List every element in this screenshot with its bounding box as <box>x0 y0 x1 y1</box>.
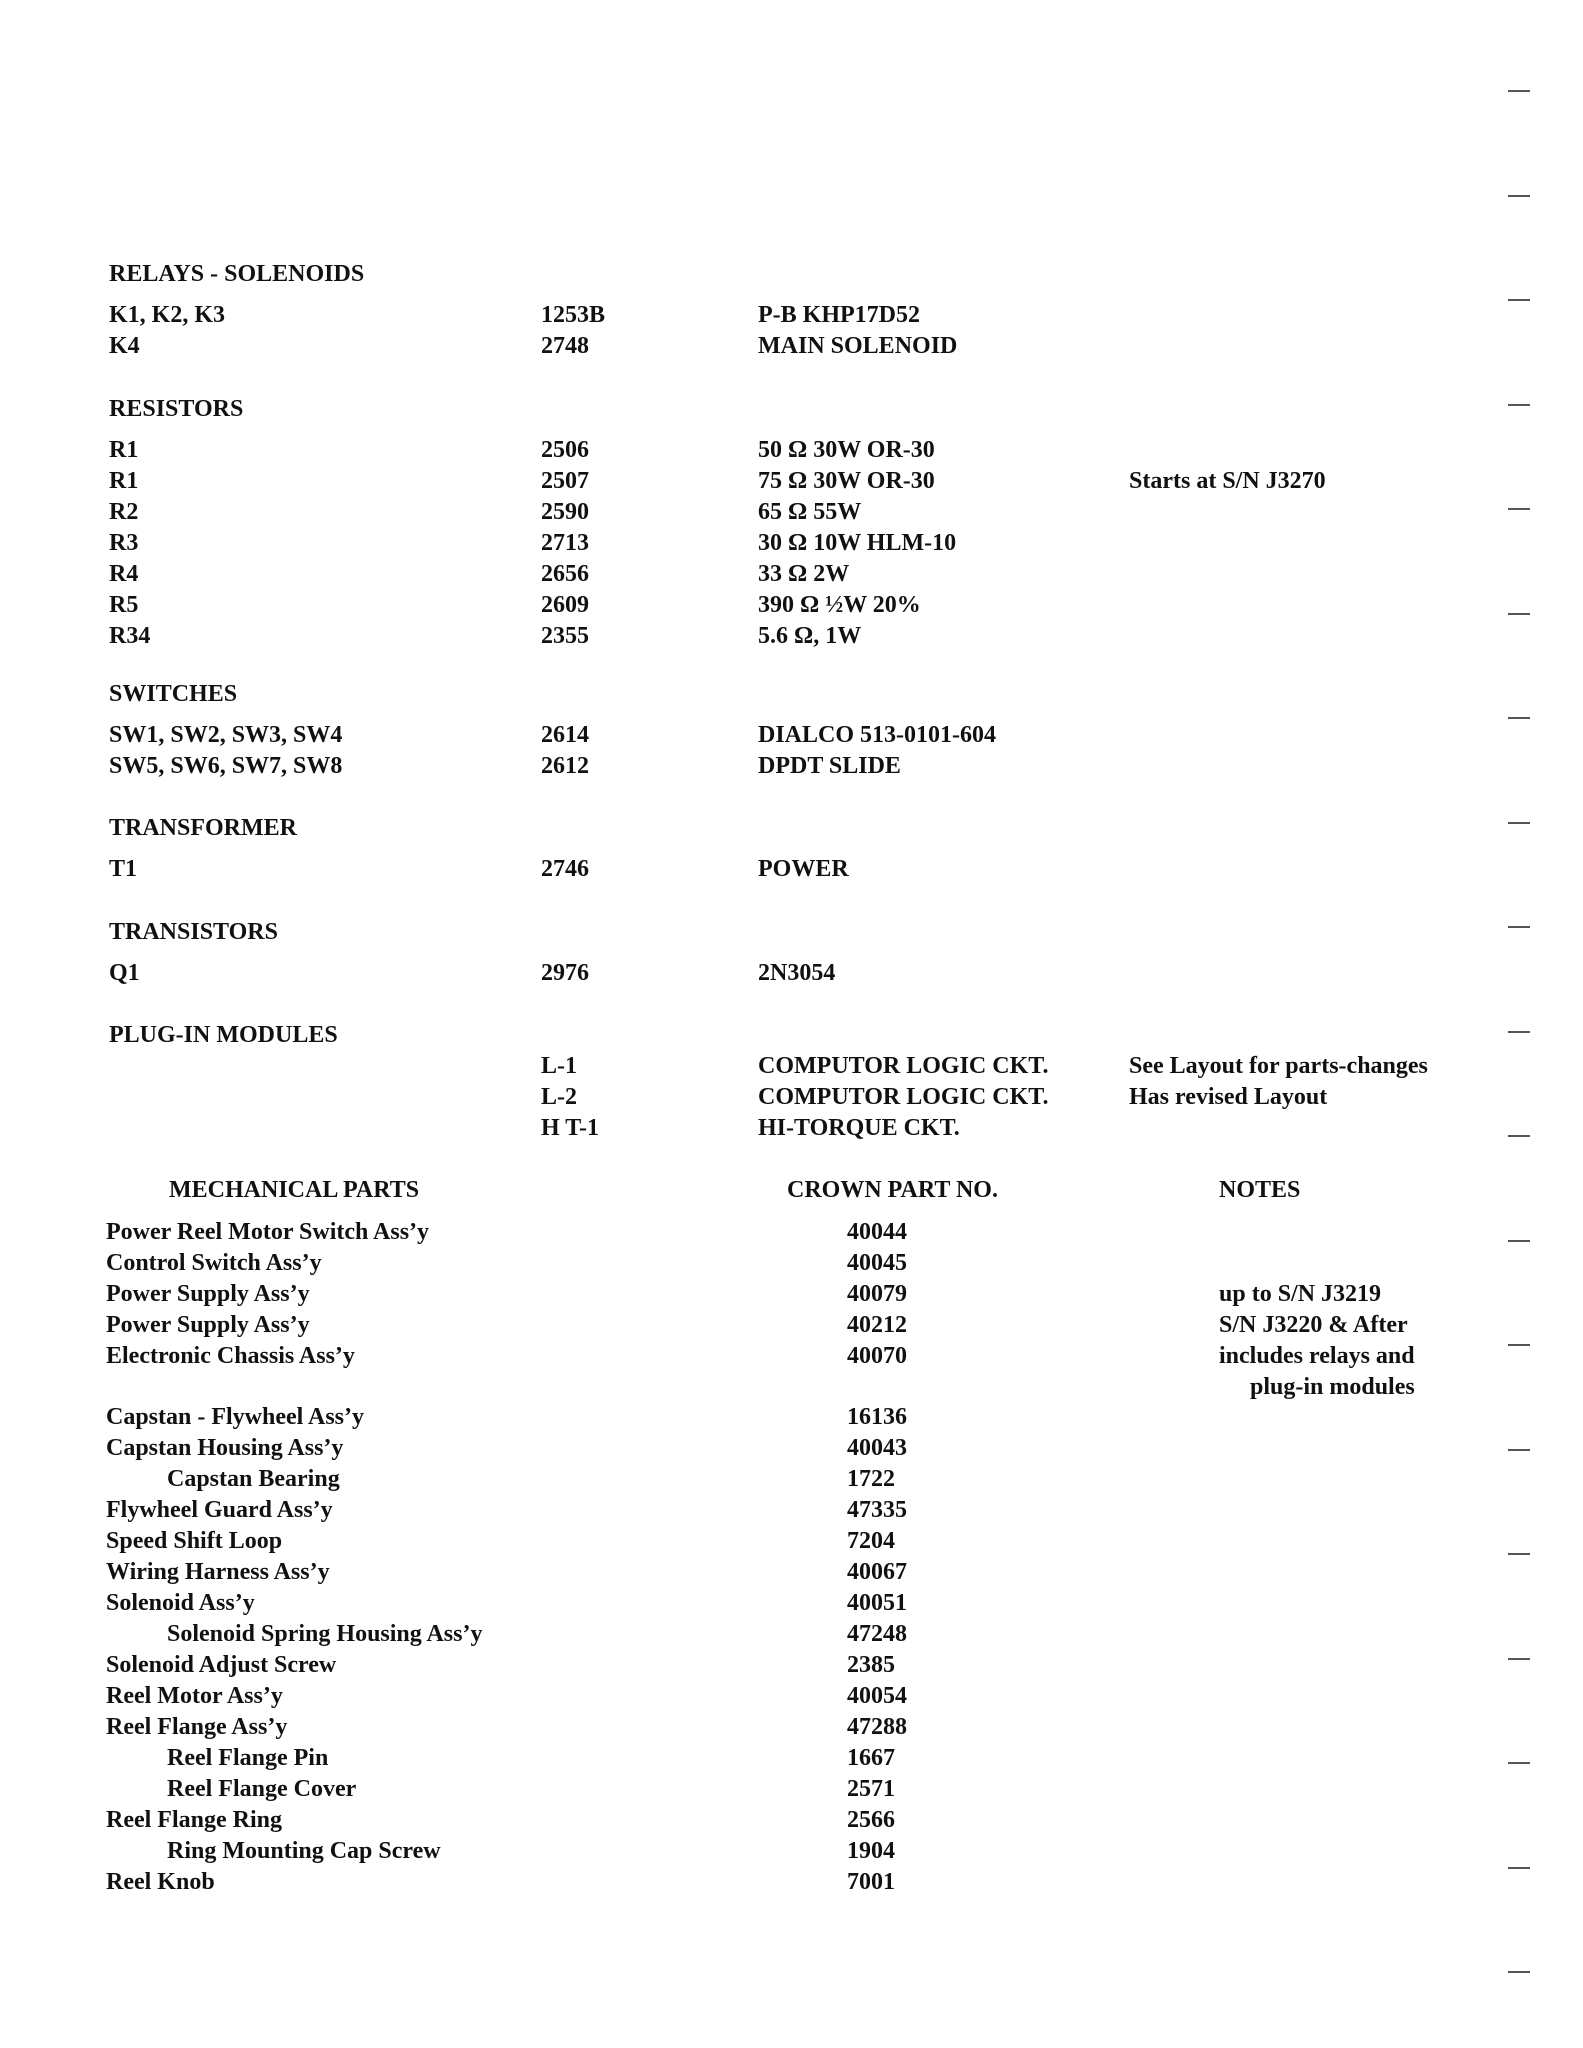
ref-designator: SW1, SW2, SW3, SW4 <box>109 722 343 748</box>
part-number: L-2 <box>541 1084 577 1110</box>
crown-part-number: 2571 <box>847 1776 895 1802</box>
margin-tick-mark <box>1508 1867 1530 1869</box>
part-number: 2507 <box>541 468 589 494</box>
crown-part-number: 16136 <box>847 1404 907 1430</box>
ref-designator: R2 <box>109 499 139 525</box>
part-description: 2N3054 <box>758 960 836 986</box>
part-description: 5.6 Ω, 1W <box>758 623 862 649</box>
crown-part-number: 47288 <box>847 1714 907 1740</box>
crown-part-number: 40212 <box>847 1312 907 1338</box>
mechanical-part-name: Capstan - Flywheel Ass’y <box>106 1404 365 1430</box>
notes-header: NOTES <box>1219 1177 1301 1203</box>
crown-part-number: 1904 <box>847 1838 895 1864</box>
crown-part-number: 40054 <box>847 1683 907 1709</box>
mechanical-part-name: Solenoid Adjust Screw <box>106 1652 337 1678</box>
mechanical-part-name: Power Reel Motor Switch Ass’y <box>106 1219 430 1245</box>
part-description: HI-TORQUE CKT. <box>758 1115 960 1141</box>
margin-tick-mark <box>1508 1135 1530 1137</box>
crown-part-number: 40051 <box>847 1590 907 1616</box>
part-description: 50 Ω 30W OR-30 <box>758 437 935 463</box>
mechanical-note-line: plug-in modules <box>1250 1374 1415 1400</box>
part-description: DIALCO 513-0101-604 <box>758 722 996 748</box>
part-description: 75 Ω 30W OR-30 <box>758 468 935 494</box>
mechanical-part-name: Ring Mounting Cap Screw <box>167 1838 441 1864</box>
margin-tick-mark <box>1508 717 1530 719</box>
part-description: 33 Ω 2W <box>758 561 850 587</box>
part-number: L-1 <box>541 1053 577 1079</box>
section-title: RELAYS - SOLENOIDS <box>109 261 365 287</box>
ref-designator: R34 <box>109 623 151 649</box>
part-description: POWER <box>758 856 849 882</box>
crown-part-number: 7001 <box>847 1869 895 1895</box>
mechanical-note-line: S/N J3220 & After <box>1219 1312 1408 1338</box>
mechanical-part-name: Flywheel Guard Ass’y <box>106 1497 333 1523</box>
part-description: COMPUTOR LOGIC CKT. <box>758 1084 1049 1110</box>
part-description: 65 Ω 55W <box>758 499 862 525</box>
crown-part-number: 2566 <box>847 1807 895 1833</box>
part-number: 1253B <box>541 302 606 328</box>
part-note: Starts at S/N J3270 <box>1129 468 1326 494</box>
ref-designator: R1 <box>109 468 139 494</box>
margin-tick-mark <box>1508 1971 1530 1973</box>
section-title: SWITCHES <box>109 681 238 707</box>
part-description: COMPUTOR LOGIC CKT. <box>758 1053 1049 1079</box>
section-title: TRANSFORMER <box>109 815 298 841</box>
mechanical-part-name: Capstan Bearing <box>167 1466 340 1492</box>
part-note: Has revised Layout <box>1129 1084 1328 1110</box>
part-number: 2590 <box>541 499 589 525</box>
section-title: TRANSISTORS <box>109 919 278 945</box>
part-number: H T-1 <box>541 1115 600 1141</box>
margin-tick-mark <box>1508 1240 1530 1242</box>
crown-part-number: 40043 <box>847 1435 907 1461</box>
ref-designator: T1 <box>109 856 138 882</box>
margin-tick-mark <box>1508 299 1530 301</box>
margin-tick-mark <box>1508 1031 1530 1033</box>
mechanical-part-name: Reel Flange Ass’y <box>106 1714 288 1740</box>
margin-tick-mark <box>1508 926 1530 928</box>
mechanical-part-name: Reel Flange Cover <box>167 1776 357 1802</box>
part-number: 2656 <box>541 561 589 587</box>
margin-tick-mark <box>1508 613 1530 615</box>
mechanical-note-line: up to S/N J3219 <box>1219 1281 1382 1307</box>
ref-designator: R3 <box>109 530 139 556</box>
section-title: RESISTORS <box>109 396 244 422</box>
ref-designator: Q1 <box>109 960 140 986</box>
mechanical-part-name: Power Supply Ass’y <box>106 1312 310 1338</box>
ref-designator: K4 <box>109 333 140 359</box>
part-description: 30 Ω 10W HLM-10 <box>758 530 957 556</box>
mechanical-part-name: Solenoid Ass’y <box>106 1590 255 1616</box>
crown-part-number: 40045 <box>847 1250 907 1276</box>
section-title: PLUG-IN MODULES <box>109 1022 338 1048</box>
crown-part-number: 40079 <box>847 1281 907 1307</box>
crown-part-number: 1722 <box>847 1466 895 1492</box>
mechanical-parts-header: MECHANICAL PARTS <box>169 1177 420 1203</box>
part-description: 390 Ω ½W 20% <box>758 592 921 618</box>
crown-part-number: 1667 <box>847 1745 895 1771</box>
ref-designator: R5 <box>109 592 139 618</box>
mechanical-part-name: Reel Flange Ring <box>106 1807 282 1833</box>
mechanical-note-line: includes relays and <box>1219 1343 1415 1369</box>
margin-tick-mark <box>1508 90 1530 92</box>
part-number: 2609 <box>541 592 589 618</box>
mechanical-part-name: Speed Shift Loop <box>106 1528 283 1554</box>
crown-part-number: 47335 <box>847 1497 907 1523</box>
mechanical-part-name: Reel Flange Pin <box>167 1745 329 1771</box>
crown-part-no-header: CROWN PART NO. <box>787 1177 998 1203</box>
margin-tick-mark <box>1508 1762 1530 1764</box>
crown-part-number: 47248 <box>847 1621 907 1647</box>
part-note: See Layout for parts-changes <box>1129 1053 1428 1079</box>
mechanical-part-name: Solenoid Spring Housing Ass’y <box>167 1621 483 1647</box>
mechanical-part-name: Electronic Chassis Ass’y <box>106 1343 355 1369</box>
part-number: 2614 <box>541 722 589 748</box>
crown-part-number: 40070 <box>847 1343 907 1369</box>
part-description: DPDT SLIDE <box>758 753 901 779</box>
crown-part-number: 40067 <box>847 1559 907 1585</box>
ref-designator: R4 <box>109 561 139 587</box>
mechanical-part-name: Control Switch Ass’y <box>106 1250 322 1276</box>
part-number: 2976 <box>541 960 589 986</box>
crown-part-number: 40044 <box>847 1219 907 1245</box>
part-number: 2748 <box>541 333 589 359</box>
mechanical-part-name: Reel Knob <box>106 1869 215 1895</box>
margin-tick-mark <box>1508 822 1530 824</box>
margin-tick-mark <box>1508 404 1530 406</box>
margin-tick-mark <box>1508 508 1530 510</box>
margin-tick-mark <box>1508 1449 1530 1451</box>
part-description: P-B KHP17D52 <box>758 302 920 328</box>
ref-designator: K1, K2, K3 <box>109 302 226 328</box>
mechanical-part-name: Capstan Housing Ass’y <box>106 1435 344 1461</box>
mechanical-part-name: Wiring Harness Ass’y <box>106 1559 330 1585</box>
part-number: 2612 <box>541 753 589 779</box>
part-number: 2506 <box>541 437 589 463</box>
margin-tick-mark <box>1508 195 1530 197</box>
ref-designator: R1 <box>109 437 139 463</box>
mechanical-part-name: Power Supply Ass’y <box>106 1281 310 1307</box>
margin-tick-mark <box>1508 1344 1530 1346</box>
crown-part-number: 2385 <box>847 1652 895 1678</box>
margin-tick-mark <box>1508 1553 1530 1555</box>
part-number: 2713 <box>541 530 589 556</box>
part-number: 2746 <box>541 856 589 882</box>
ref-designator: SW5, SW6, SW7, SW8 <box>109 753 343 779</box>
crown-part-number: 7204 <box>847 1528 895 1554</box>
part-description: MAIN SOLENOID <box>758 333 958 359</box>
margin-tick-mark <box>1508 1658 1530 1660</box>
part-number: 2355 <box>541 623 589 649</box>
mechanical-part-name: Reel Motor Ass’y <box>106 1683 283 1709</box>
